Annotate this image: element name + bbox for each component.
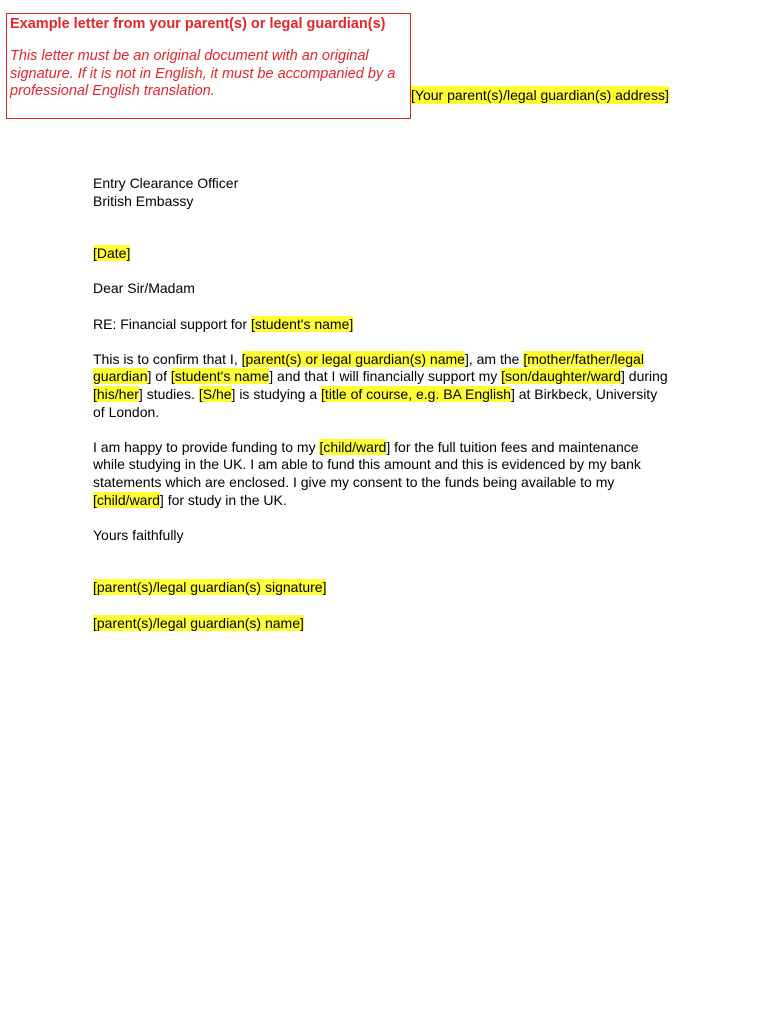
confirmation-paragraph xyxy=(93,351,668,421)
closing: Yours faithfully xyxy=(93,526,184,543)
student-name-placeholder: [student's name xyxy=(170,368,270,385)
para1-text: ] of xyxy=(147,368,171,385)
date-line xyxy=(93,245,668,263)
para1-text: This is to confirm that I, xyxy=(93,350,242,367)
para1-text: ] during xyxy=(621,368,668,385)
para1-text: ] at Birkbeck, University of London. xyxy=(93,385,658,420)
para1-text: ] is studying a xyxy=(231,385,322,402)
salutation: Dear Sir/Madam xyxy=(93,280,195,297)
recipient-title: Entry Clearance Officer xyxy=(93,175,239,191)
para1-text: ] and that I will financially support my xyxy=(269,368,502,385)
course-title-placeholder: [title of course, e.g. BA English xyxy=(321,385,511,402)
para1-text: ], am the xyxy=(464,350,524,367)
child-ward-placeholder: [child/ward xyxy=(93,491,160,508)
para2-text: ] for study in the UK. xyxy=(159,491,287,508)
re-prefix: RE: Financial support for xyxy=(93,315,251,332)
she-he-placeholder: [S/he xyxy=(198,385,232,402)
his-her-placeholder: [his/her xyxy=(93,385,139,402)
re-line xyxy=(93,316,668,334)
recipient-organization: British Embassy xyxy=(93,192,194,209)
name-line xyxy=(93,615,668,633)
relationship-placeholder: [mother/father/legal guardian xyxy=(93,350,644,385)
signature-placeholder: [parent(s)/legal guardian(s) signature] xyxy=(93,579,327,596)
date-placeholder: [Date] xyxy=(93,245,131,262)
son-daughter-ward-placeholder: [son/daughter/ward xyxy=(501,368,622,385)
para2-text: I am happy to provide funding to my xyxy=(93,438,320,455)
re-student-name-placeholder: [student's name] xyxy=(250,315,354,332)
letter-body xyxy=(93,175,668,632)
notice-text: This letter must be an original document with an original signature. If it is not in English, it must be accompanied by a professional English translation. xyxy=(10,48,396,99)
child-ward-placeholder: [child/ward xyxy=(319,438,387,455)
recipient-block xyxy=(93,175,668,210)
funding-paragraph xyxy=(93,439,668,509)
instruction-notice-box xyxy=(6,13,411,119)
guardian-name-placeholder: [parent(s) or legal guardian(s) name xyxy=(241,350,465,367)
para1-text: ] studies. xyxy=(138,385,199,402)
printed-name-placeholder: [parent(s)/legal guardian(s) name] xyxy=(93,614,304,631)
para2-text: ] for the full tuition fees and maintenance while studying in the UK. I am able to fund this amount and this is evidenced by my bank statements which are enclosed. I give my consent to the funds being available to my xyxy=(93,438,641,490)
signature-line xyxy=(93,579,668,597)
notice-title: Example letter from your parent(s) or legal guardian(s) xyxy=(10,16,386,32)
sender-address-placeholder: [Your parent(s)/legal guardian(s) address] xyxy=(411,87,669,103)
